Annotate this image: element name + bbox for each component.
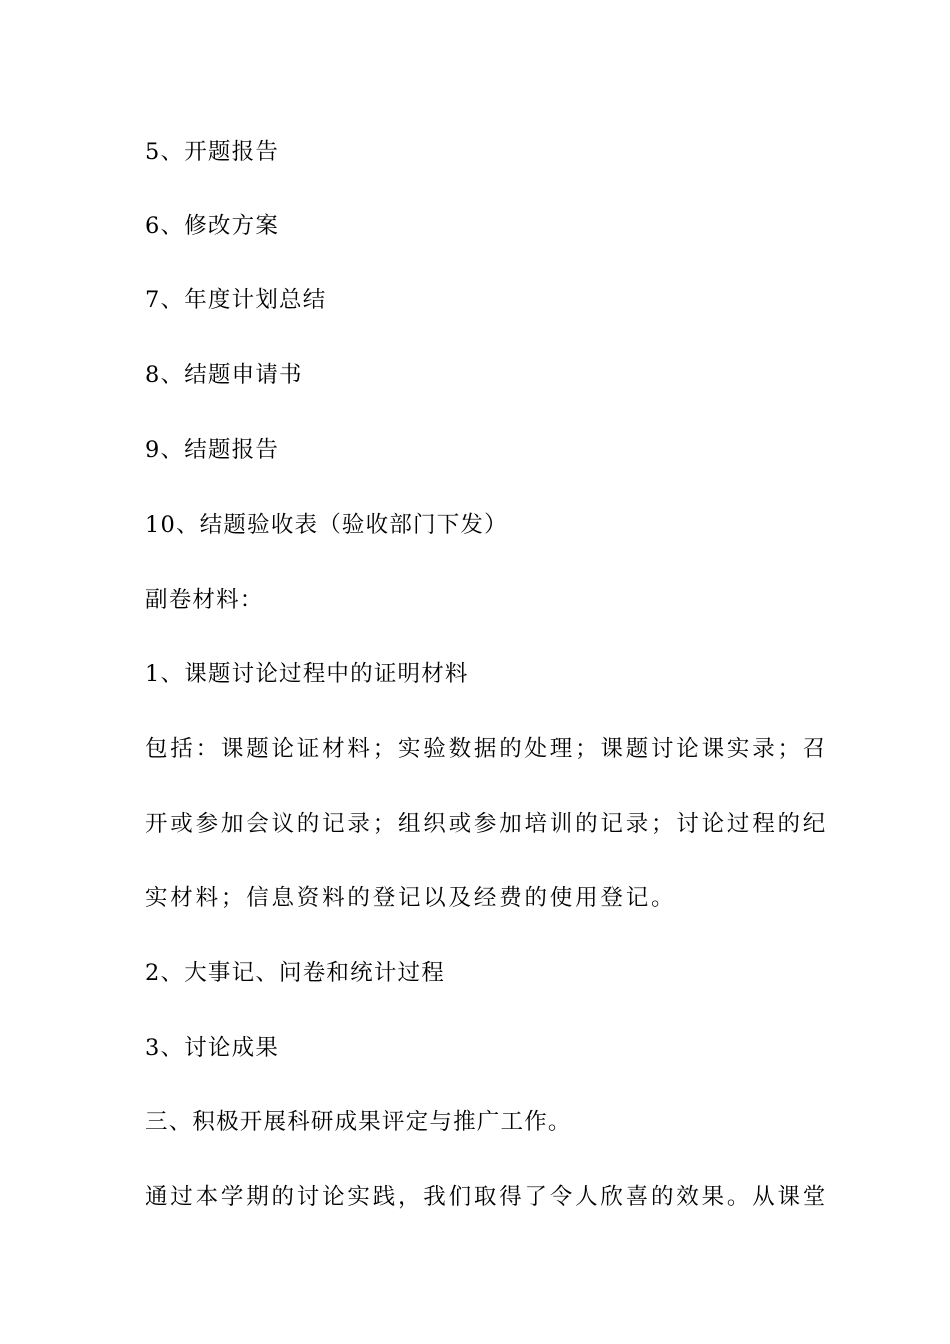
list-item-research-results: 3、讨论成果 xyxy=(145,1035,280,1061)
list-item-chronicle-survey: 2、大事记、问卷和统计过程 xyxy=(145,960,445,986)
list-item-evidence-materials: 1、课题讨论过程中的证明材料 xyxy=(145,661,469,687)
paragraph-line: 包括：课题论证材料；实验数据的处理；课题讨论课实录；召 xyxy=(145,736,829,762)
list-item-opening-report: 5、开题报告 xyxy=(145,139,280,165)
list-item-annual-plan-summary: 7、年度计划总结 xyxy=(145,287,327,313)
paragraph-line: 开或参加会议的记录；组织或参加培训的记录；讨论过程的纪 xyxy=(145,811,829,837)
section-heading-evaluation-promotion: 三、积极开展科研成果评定与推广工作。 xyxy=(145,1109,572,1135)
list-item-completion-application: 8、结题申请书 xyxy=(145,362,303,388)
list-item-completion-report: 9、结题报告 xyxy=(145,437,280,463)
list-item-revision-plan: 6、修改方案 xyxy=(145,213,280,239)
paragraph-line: 通过本学期的讨论实践，我们取得了令人欣喜的效果。从课堂 xyxy=(145,1184,829,1210)
section-heading-secondary-materials: 副卷材料： xyxy=(145,587,264,613)
paragraph-line: 实材料；信息资料的登记以及经费的使用登记。 xyxy=(145,885,677,911)
list-item-acceptance-form: 10、结题验收表（验收部门下发） xyxy=(145,512,508,538)
